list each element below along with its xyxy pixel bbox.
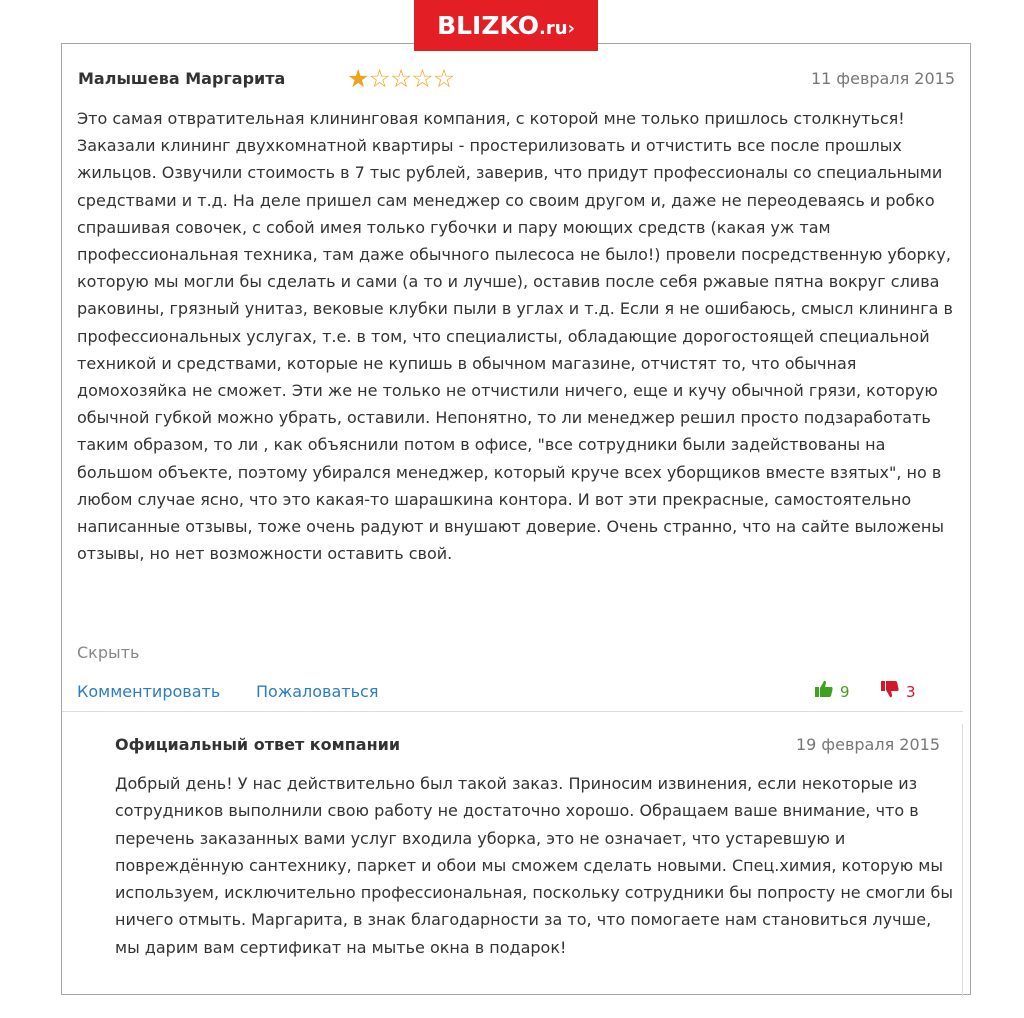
like-button[interactable] — [814, 680, 850, 705]
star-filled-icon: ★ — [347, 64, 369, 93]
rating-stars — [347, 65, 454, 93]
review-actions — [77, 680, 944, 704]
star-outline-icon: ☆ — [432, 64, 455, 93]
hide-link[interactable]: Скрыть — [77, 643, 140, 662]
company-answer — [62, 711, 963, 996]
company-answer-date: 19 февраля 2015 — [795, 735, 940, 754]
review-text: Это самая отвратительная клининговая компания, с которой мне только пришлось столкнуться! Заказали клининг двухкомнатной квартиры - простерилизовать и отчистить все после прошлых жильцов. Озвучили стоимость в 7 тыс рублей, заверив, что придут профессионалы со специальными средствами и т.д. На деле пришел сам менеджер со своим другом и, даже не переодеваясь и робко спрашивая совочек, с собой имея только губочки и пару моющих средств (какая уж там профессиональная техника, там даже обычного пылесоса не было!) провели посредственную уборку, которую мы могли бы сделать и сами (а то и лучше), оставив после себя ржавые пятна вокруг слива раковины, грязный унитаз, вековые клубки пыли в углах и т.д. Если я не ошибаюсь, смысл клининга в профессиональных услугах, т.е. в том, что специалисты, обладающие дорогостоящей специальной техникой и средствами, которые не купишь в обычном магазине, отчистят то, что обычная домохозяйка не сможет. Эти же не только не отчистили ничего, еще и кучу обычной грязи, которую обычной губкой можно убрать, оставили. Непонятно, то ли менеджер решил просто подзаработать таким образом, то ли , как объяснили потом в офисе, "все сотрудники были задействованы на большом объекте, поэтому убирался менеджер, который круче всех уборщиков вместе взятых", но в любом случае ясно, что это какая-то шарашкина контора. И вот эти прекрасные, самостоятельно написанные отзывы, тоже очень радуют и внушают доверие. Очень странно, что на сайте выложены отзывы, но нет возможности оставить свой. — [77, 109, 953, 564]
thumbs-down-icon — [880, 680, 900, 705]
logo-suffix: .ru — [538, 18, 568, 39]
company-answer-text: Добрый день! У нас действительно был такой заказ. Приносим извинения, если некоторые из сотрудников выполнили свою работу не достаточно хорошо. Обращаем ваше внимание, что в перечень заказанных вами услуг входила уборка, это не означает, что устаревшую и повреждённую сантехнику, паркет и обои мы сможем сделать новыми. Спец.химия, которую мы используем, исключительно профессиональная, поскольку сотрудники бы попросту не смогли бы ничего отмыть. Маргарита, в знак благодарности за то, что помогаете нам становиться лучше, мы дарим вам сертификат на мытье окна в подарок! — [115, 774, 953, 957]
review-date: 11 февраля 2015 — [810, 69, 955, 88]
star-outline-icon: ☆ — [411, 64, 433, 93]
review-card — [61, 43, 971, 995]
site-logo[interactable] — [414, 0, 598, 51]
vote-block — [814, 680, 944, 704]
company-answer-title: Официальный ответ компании — [115, 735, 401, 754]
dislike-count: 3 — [906, 683, 916, 701]
thumbs-up-icon — [814, 680, 834, 705]
complain-link[interactable]: Пожаловаться — [256, 682, 379, 701]
like-count: 9 — [840, 683, 850, 701]
logo-main: BLIZKO — [437, 11, 539, 40]
comment-link[interactable]: Комментировать — [77, 682, 221, 701]
logo-arrow: › — [567, 18, 575, 39]
dislike-button[interactable] — [880, 680, 916, 705]
review-author: Малышева Маргарита — [78, 69, 286, 88]
review-header — [77, 64, 955, 94]
answer-divider — [962, 724, 963, 996]
company-answer-body — [62, 712, 963, 996]
star-outline-icon: ☆ — [368, 64, 390, 93]
star-outline-icon: ☆ — [389, 64, 412, 93]
